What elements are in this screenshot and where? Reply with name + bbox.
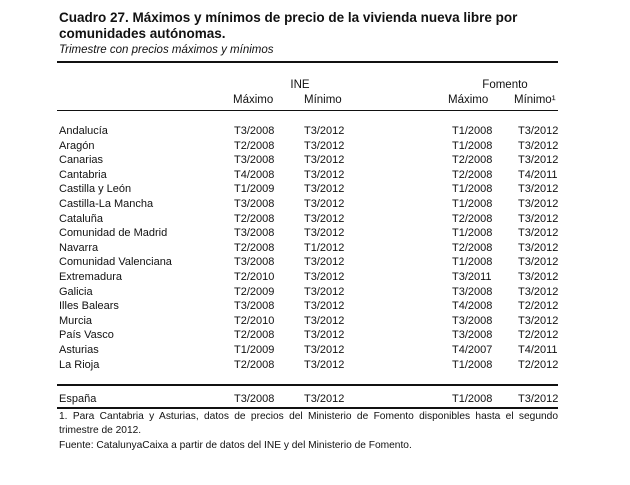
fomento-min: T2/2012 (518, 358, 559, 371)
table-row (59, 358, 558, 373)
ine-max: T4/2008 (234, 168, 275, 181)
fomento-max: T1/2008 (452, 358, 493, 371)
fomento-min: T2/2012 (518, 329, 559, 342)
total-row (59, 392, 558, 407)
region-name: Extremadura (59, 271, 122, 283)
ine-min: T1/2012 (304, 241, 345, 254)
fomento-max: T2/2008 (452, 154, 493, 167)
col-header-ine-min: Mínimo (304, 94, 342, 106)
col-header-fomento-max: Máximo (448, 94, 489, 106)
ine-max: T3/2008 (234, 227, 275, 240)
ine-max: T2/2008 (234, 241, 275, 254)
ine-min: T3/2012 (304, 183, 345, 196)
region-name: Asturias (59, 344, 99, 356)
ine-min: T3/2012 (304, 154, 345, 167)
ine-min: T3/2012 (304, 329, 345, 342)
header-rule (57, 110, 558, 111)
ine-max: T2/2009 (234, 285, 275, 298)
fomento-min: T3/2012 (518, 125, 559, 137)
table-row (59, 212, 558, 227)
table-subtitle: Trimestre con precios máximos y mínimos (59, 44, 274, 56)
fomento-min: T4/2011 (518, 344, 558, 356)
table-row (59, 255, 558, 270)
fomento-min: T3/2012 (518, 241, 559, 254)
fomento-max: T2/2008 (452, 241, 493, 254)
ine-min: T3/2012 (304, 314, 345, 327)
total-ine-min: T3/2012 (304, 393, 345, 405)
fomento-max: T4/2007 (452, 344, 493, 356)
ine-min: T3/2012 (304, 271, 345, 283)
ine-max: T2/2010 (234, 314, 275, 327)
table-row (59, 226, 558, 241)
fomento-max: T1/2008 (452, 125, 493, 137)
col-header-ine-max: Máximo (233, 94, 274, 106)
ine-min: T3/2012 (304, 256, 345, 269)
region-name: Galicia (59, 285, 93, 298)
fomento-min: T3/2012 (518, 212, 559, 225)
fomento-max: T1/2008 (452, 198, 493, 210)
fomento-min: T3/2012 (518, 198, 559, 210)
ine-min: T3/2012 (304, 300, 345, 313)
region-name: Comunidad Valenciana (59, 256, 172, 269)
region-name: Cataluña (59, 212, 104, 225)
ine-max: T3/2008 (234, 198, 275, 210)
fomento-min: T3/2012 (518, 285, 559, 298)
ine-max: T3/2008 (234, 256, 275, 269)
ine-max: T1/2009 (234, 183, 275, 196)
total-rule (57, 384, 558, 386)
fomento-max: T1/2008 (452, 139, 493, 152)
region-name: Canarias (59, 154, 104, 167)
table-row (59, 153, 558, 168)
region-name: Murcia (59, 314, 93, 327)
table-row (59, 124, 558, 139)
ine-min: T3/2012 (304, 212, 345, 225)
fomento-max: T1/2008 (452, 183, 493, 196)
group-header-fomento: Fomento (482, 79, 528, 91)
table-row (59, 343, 558, 358)
ine-min: T3/2012 (304, 227, 345, 240)
ine-max: T2/2008 (234, 358, 275, 371)
ine-min: T3/2012 (304, 358, 345, 371)
region-name: Cantabria (59, 168, 107, 181)
footnote: 1. Para Cantabria y Asturias, datos de precios del Ministerio de Fomento disponibles hasta el segundo trimestre de 2012. (59, 411, 558, 436)
table-title: Cuadro 27. Máximos y mínimos de precio de la vivienda nueva libre por comunidades autónomas. (59, 10, 518, 41)
ine-max: T3/2008 (234, 125, 275, 137)
top-rule (57, 61, 558, 63)
table-row (59, 168, 558, 183)
fomento-max: T1/2008 (452, 227, 493, 240)
table-row (59, 328, 558, 343)
fomento-max: T2/2008 (452, 168, 493, 181)
fomento-max: T3/2011 (452, 271, 492, 283)
region-name: Navarra (59, 241, 99, 254)
region-name: Castilla-La Mancha (59, 198, 154, 210)
fomento-min: T3/2012 (518, 154, 559, 167)
fomento-min: T3/2012 (518, 227, 559, 240)
ine-max: T2/2008 (234, 139, 275, 152)
fomento-min: T3/2012 (518, 183, 559, 196)
table-row (59, 139, 558, 154)
ine-max: T2/2008 (234, 329, 275, 342)
region-name: La Rioja (59, 358, 100, 371)
ine-max: T1/2009 (234, 344, 275, 356)
ine-min: T3/2012 (304, 125, 345, 137)
fomento-max: T1/2008 (452, 256, 493, 269)
region-name: País Vasco (59, 329, 114, 342)
fomento-max: T3/2008 (452, 285, 493, 298)
bottom-rule (57, 407, 558, 409)
ine-min: T3/2012 (304, 198, 345, 210)
ine-max: T2/2008 (234, 212, 275, 225)
fomento-max: T3/2008 (452, 314, 493, 327)
table-row (59, 270, 558, 285)
region-name: Aragón (59, 139, 95, 152)
fomento-min: T3/2012 (518, 271, 559, 283)
region-name: Illes Balears (59, 300, 119, 313)
ine-max: T2/2010 (234, 271, 275, 283)
fomento-min: T4/2011 (518, 168, 558, 181)
region-name: Castilla y León (59, 183, 132, 196)
table-row (59, 314, 558, 329)
ine-min: T3/2012 (304, 168, 345, 181)
region-name: Comunidad de Madrid (59, 227, 168, 240)
fomento-min: T2/2012 (518, 300, 559, 313)
ine-min: T3/2012 (304, 285, 345, 298)
group-header-ine: INE (290, 79, 310, 91)
fomento-min: T3/2012 (518, 314, 559, 327)
total-fomento-min: T3/2012 (518, 393, 559, 405)
total-fomento-max: T1/2008 (452, 393, 493, 405)
total-ine-max: T3/2008 (234, 393, 275, 405)
table-row (59, 285, 558, 300)
region-name: Andalucía (59, 125, 108, 137)
fomento-max: T3/2008 (452, 329, 493, 342)
ine-min: T3/2012 (304, 139, 345, 152)
total-label: España (59, 393, 97, 405)
ine-min: T3/2012 (304, 344, 345, 356)
table-row (59, 299, 558, 314)
fomento-max: T2/2008 (452, 212, 493, 225)
fomento-min: T3/2012 (518, 139, 559, 152)
fomento-min: T3/2012 (518, 256, 559, 269)
table-row (59, 182, 558, 197)
col-header-fomento-min: Mínimo¹ (514, 94, 556, 106)
table-row (59, 197, 558, 212)
fomento-max: T4/2008 (452, 300, 493, 313)
source-note: Fuente: CatalunyaCaixa a partir de datos del INE y del Ministerio de Fomento. (59, 440, 412, 451)
ine-max: T3/2008 (234, 300, 275, 313)
ine-max: T3/2008 (234, 154, 275, 167)
table-row (59, 241, 558, 256)
